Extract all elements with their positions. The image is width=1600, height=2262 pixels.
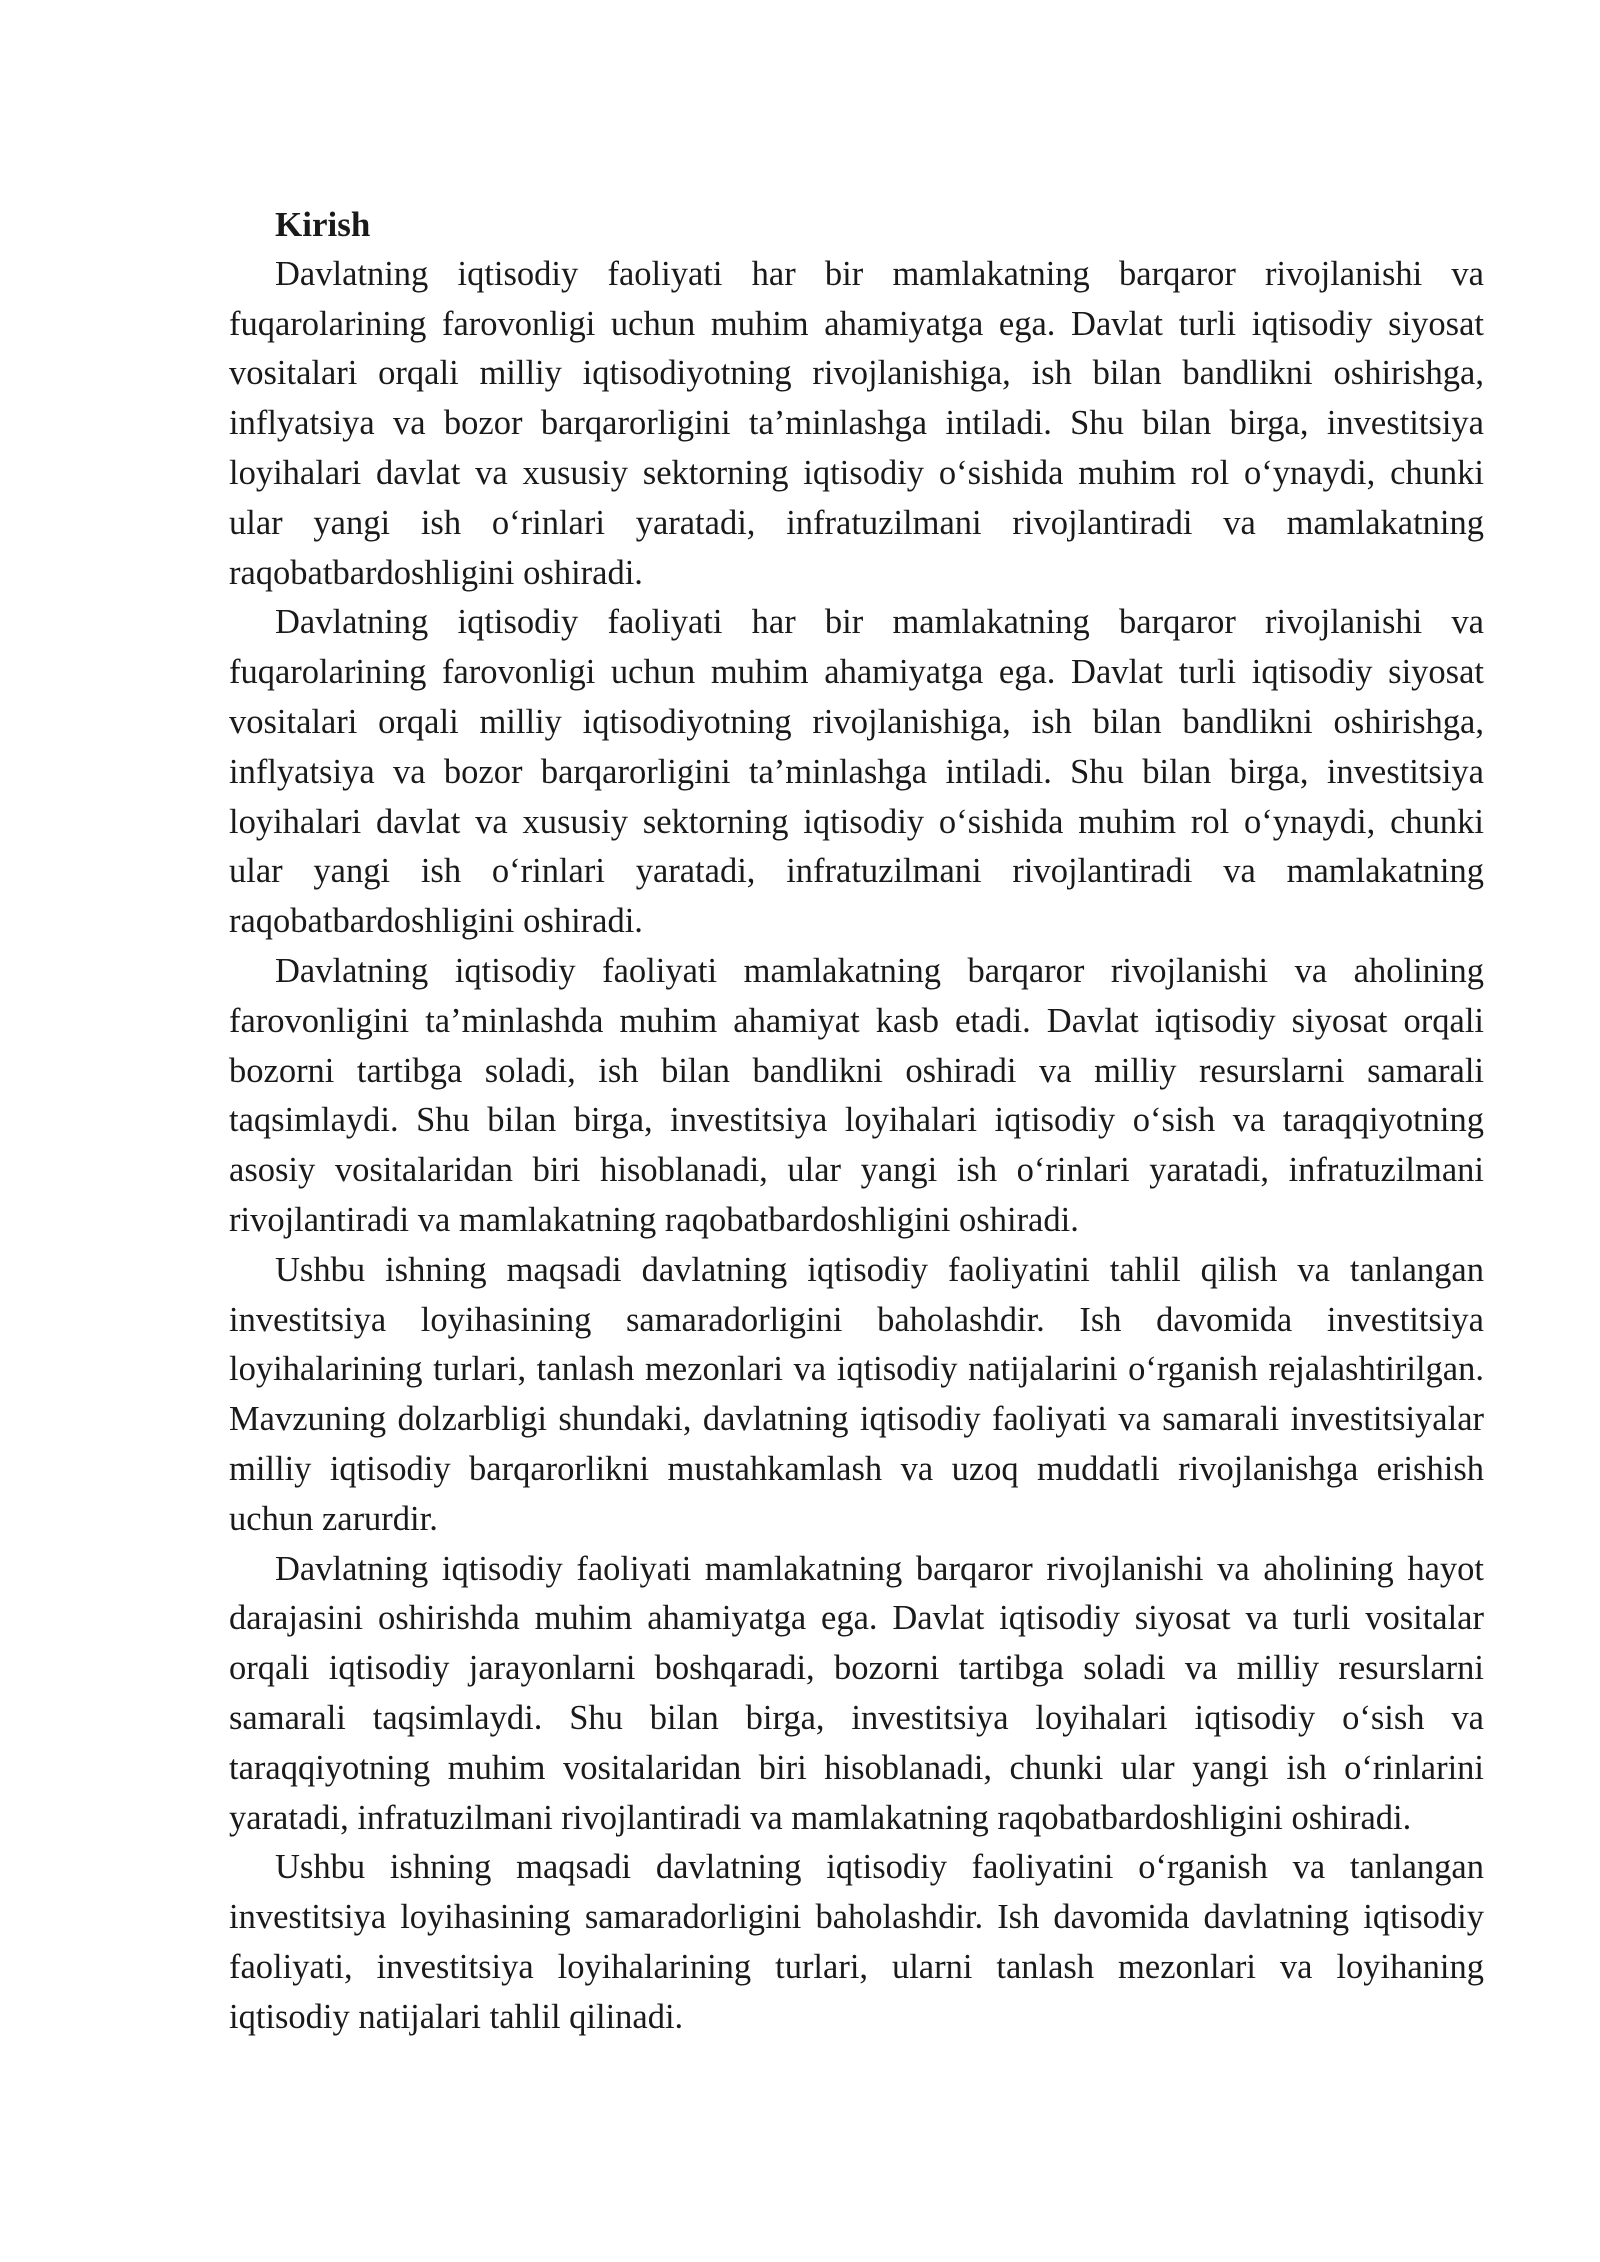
section-heading: Kirish — [275, 205, 371, 244]
paragraph-5: Davlatning iqtisodiy faoliyati mamlakatning barqaror rivojlanishi va aholining hayot darajasini oshirishda muhim ahamiyatga ega. Davlat iqtisodiy siyosat va turli vositalar orqali iqtisodiy jarayonlarni boshqaradi, bozorni tartibga soladi va milliy resurslarni samarali taqsimlaydi. Shu bilan birga, investitsiya loyihalari iqtisodiy o‘sish va taraqqiyotning muhim vositalaridan biri hisoblanadi, chunki ular yangi ish o‘rinlarini yaratadi, infratuzilmani rivojlantiradi va mamlakatning raqobatbardoshligini oshiradi. — [229, 1549, 1484, 1837]
paragraph-1: Davlatning iqtisodiy faoliyati har bir mamlakatning barqaror rivojlanishi va fuqarolarining farovonligi uchun muhim ahamiyatga ega. Davlat turli iqtisodiy siyosat vositalari orqali milliy iqtisodiyotning rivojlanishiga, ish bilan bandlikni oshirishga, inflyatsiya va bozor barqarorligini ta’minlashga intiladi. Shu bilan birga, investitsiya loyihalari davlat va xususiy sektorning iqtisodiy o‘sishida muhim rol o‘ynaydi, chunki ular yangi ish o‘rinlari yaratadi, infratuzilmani rivojlantiradi va mamlakatning raqobatbardoshligini oshiradi. — [229, 254, 1484, 592]
paragraph-6: Ushbu ishning maqsadi davlatning iqtisodiy faoliyatini o‘rganish va tanlangan investitsiya loyihasining samaradorligini baholashdir. Ish davomida davlatning iqtisodiy faoliyati, investitsiya loyihalarining turlari, ularni tanlash mezonlari va loyihaning iqtisodiy natijalari tahlil qilinadi. — [229, 1848, 1484, 2036]
paragraph-2: Davlatning iqtisodiy faoliyati har bir mamlakatning barqaror rivojlanishi va fuqarolarining farovonligi uchun muhim ahamiyatga ega. Davlat turli iqtisodiy siyosat vositalari orqali milliy iqtisodiyotning rivojlanishiga, ish bilan bandlikni oshirishga, inflyatsiya va bozor barqarorligini ta’minlashga intiladi. Shu bilan birga, investitsiya loyihalari davlat va xususiy sektorning iqtisodiy o‘sishida muhim rol o‘ynaydi, chunki ular yangi ish o‘rinlari yaratadi, infratuzilmani rivojlantiradi va mamlakatning raqobatbardoshligini oshiradi. — [229, 603, 1484, 941]
document-body — [229, 200, 1484, 2042]
paragraph-4: Ushbu ishning maqsadi davlatning iqtisodiy faoliyatini tahlil qilish va tanlangan investitsiya loyihasining samaradorligini baholashdir. Ish davomida investitsiya loyihalarining turlari, tanlash mezonlari va iqtisodiy natijalarini o‘rganish rejalashtirilgan. Mavzuning dolzarbligi shundaki, davlatning iqtisodiy faoliyati va samarali investitsiyalar milliy iqtisodiy barqarorlikni mustahkamlash va uzoq muddatli rivojlanishga erishish uchun zarurdir. — [229, 1250, 1484, 1538]
paragraph-3: Davlatning iqtisodiy faoliyati mamlakatning barqaror rivojlanishi va aholining farovonligini ta’minlashda muhim ahamiyat kasb etadi. Davlat iqtisodiy siyosat orqali bozorni tartibga soladi, ish bilan bandlikni oshiradi va milliy resurslarni samarali taqsimlaydi. Shu bilan birga, investitsiya loyihalari iqtisodiy o‘sish va taraqqiyotning asosiy vositalaridan biri hisoblanadi, ular yangi ish o‘rinlari yaratadi, infratuzilmani rivojlantiradi va mamlakatning raqobatbardoshligini oshiradi. — [229, 951, 1484, 1239]
